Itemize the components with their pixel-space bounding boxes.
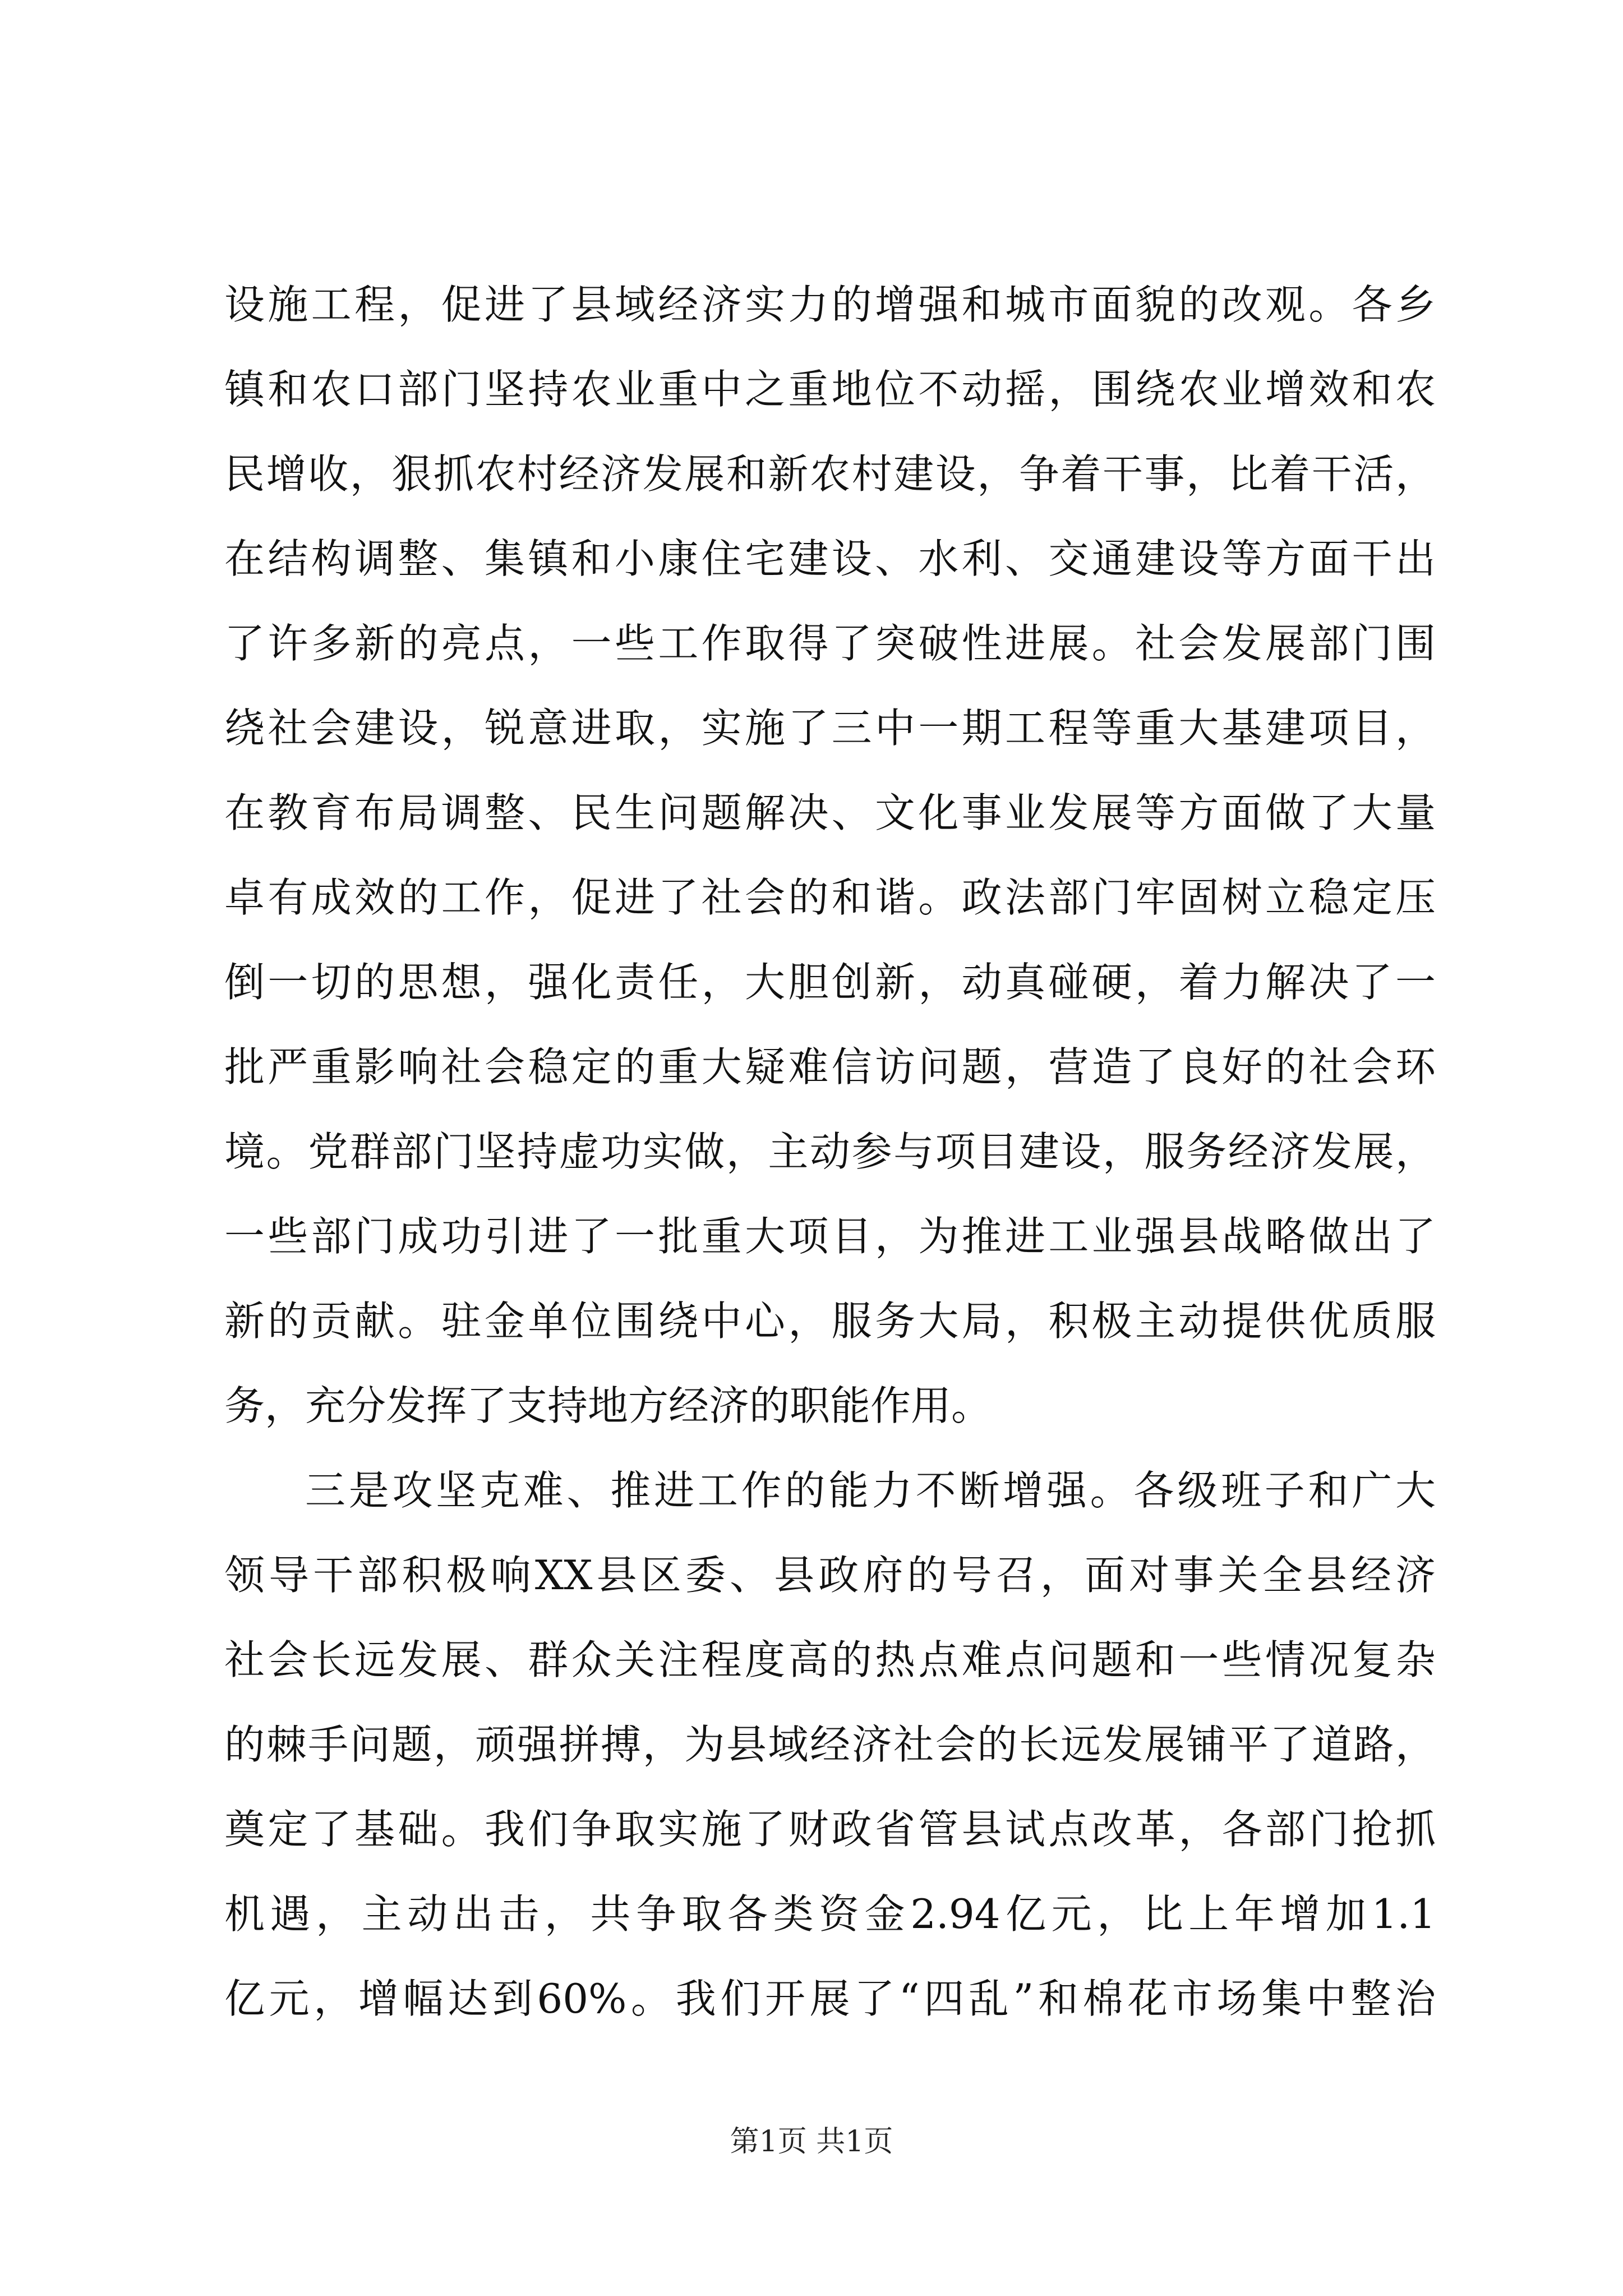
text-line: 在结构调整、集镇和小康住宅建设、水利、交通建设等方面干出 [224,535,1436,582]
document-body [224,263,1436,2041]
text-line: 亿元，增幅达到60%。我们开展了“四乱”和棉花市场集中整治 [224,1975,1436,2022]
text-line: 一些部门成功引进了一批重大项目，为推进工业强县战略做出了 [224,1213,1436,1260]
text-line: 绕社会建设，锐意进取，实施了三中一期工程等重大基建项目， [224,705,1436,752]
text-line: 领导干部积极响XX县区委、县政府的号召，面对事关全县经济 [224,1552,1436,1599]
text-line: 倒一切的思想，强化责任，大胆创新，动真碰硬，着力解决了一 [224,959,1436,1006]
text-line: 镇和农口部门坚持农业重中之重地位不动摇，围绕农业增效和农 [224,366,1436,413]
text-line: 民增收，狠抓农村经济发展和新农村建设，争着干事，比着干活， [224,450,1436,498]
text-line: 三是攻坚克难、推进工作的能力不断增强。各级班子和广大 [305,1467,1436,1514]
text-line: 社会长远发展、群众关注程度高的热点难点问题和一些情况复杂 [224,1636,1436,1683]
text-line: 设施工程，促进了县域经济实力的增强和城市面貌的改观。各乡 [224,281,1436,328]
text-line: 境。党群部门坚持虚功实做，主动参与项目建设，服务经济发展， [224,1128,1436,1175]
text-line: 了许多新的亮点，一些工作取得了突破性进展。社会发展部门围 [224,620,1436,667]
text-line: 奠定了基础。我们争取实施了财政省管县试点改革，各部门抢抓 [224,1806,1436,1853]
text-line: 在教育布局调整、民生问题解决、文化事业发展等方面做了大量 [224,789,1436,836]
text-line: 批严重影响社会稳定的重大疑难信访问题，营造了良好的社会环 [224,1043,1436,1091]
text-line: 机遇，主动出击，共争取各类资金2.94亿元，比上年增加1.1 [224,1890,1436,1938]
page-number-footer: 第1页 共1页 [730,2125,893,2159]
text-line: 务，充分发挥了支持地方经济的职能作用。 [224,1382,992,1429]
text-line: 新的贡献。驻金单位围绕中心，服务大局，积极主动提供优质服 [224,1297,1436,1345]
text-line: 卓有成效的工作，促进了社会的和谐。政法部门牢固树立稳定压 [224,874,1436,921]
text-line: 的棘手问题，顽强拼搏，为县域经济社会的长远发展铺平了道路， [224,1721,1436,1768]
